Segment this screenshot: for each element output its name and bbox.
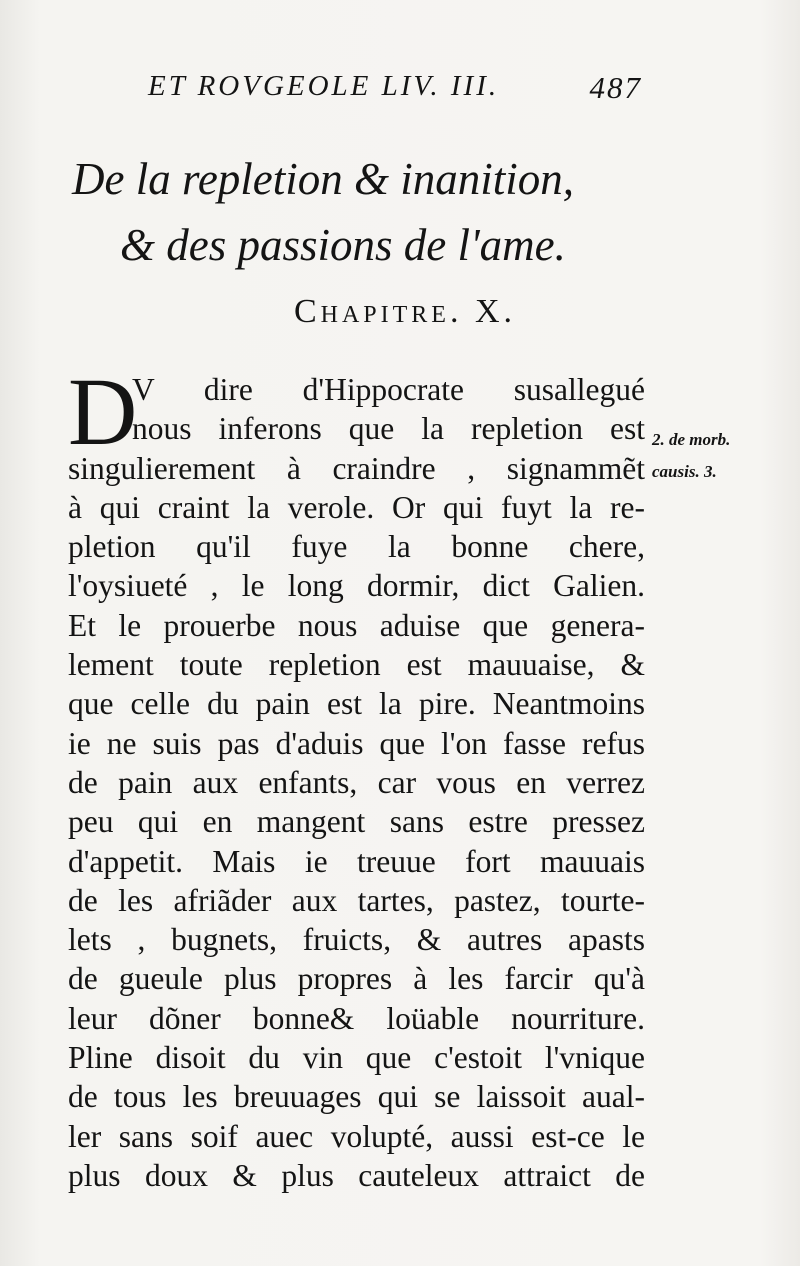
margin-note-line-2: causis. 3.	[652, 462, 717, 481]
chapter-heading: Chapitre. X.	[293, 293, 517, 330]
text-line: V dire d'Hippocrate susallegué	[132, 372, 645, 407]
text-line: l'oysiueté , le long dormir, dict Galien.	[68, 568, 645, 604]
text-line: lets , bugnets, fruicts, & autres apasts	[68, 922, 645, 958]
text-line: singulierement à craindre , signammẽt	[68, 450, 645, 486]
chapter-title-line-2: & des passions de l'ame.	[120, 220, 566, 270]
text-line: de gueule plus propres à les farcir qu'à	[68, 961, 645, 997]
text-line: que celle du pain est la pire. Neantmoins	[68, 686, 645, 722]
text-line: ler sans soif auec volupté, aussi est-ce le	[68, 1118, 645, 1154]
text-line: de tous les breuuages qui se laissoit aual-	[68, 1079, 645, 1115]
chapter-title	[72, 146, 672, 278]
text-line: de les afriãder aux tartes, pastez, tourte-	[68, 882, 645, 918]
text-line: peu qui en mangent sans estre pressez	[68, 804, 645, 840]
text-line: d'appetit. Mais ie treuue fort mauuais	[68, 843, 645, 879]
text-line: Pline disoit du vin que c'estoit l'vnique	[68, 1040, 645, 1076]
text-line: lement toute repletion est mauuaise, &	[68, 647, 645, 683]
text-line: Et le prouerbe nous aduise que genera-	[68, 607, 645, 643]
chapter-title-line-1: De la repletion & inanition,	[72, 154, 575, 204]
text-line: pletion qu'il fuye la bonne chere,	[68, 529, 645, 565]
text-line: nous inferons que la repletion est	[132, 411, 645, 447]
running-head: ET ROVGEOLE LIV. III.	[148, 70, 500, 102]
text-line: à qui craint la verole. Or qui fuyt la re-	[68, 489, 645, 525]
text-line: de pain aux enfants, car vous en verrez	[68, 764, 645, 800]
page-header	[148, 70, 648, 114]
text-line: plus doux & plus cauteleux attraict de	[68, 1157, 645, 1193]
text-line: leur dõner bonne& loüable nourriture.	[68, 1000, 645, 1036]
text-line: ie ne suis pas d'aduis que l'on fasse refus	[68, 725, 645, 761]
drop-cap: D	[68, 358, 138, 465]
body-text	[68, 358, 645, 1195]
page-number: 487	[589, 70, 642, 105]
margin-note-line-1: 2. de morb.	[652, 430, 731, 449]
margin-note	[652, 424, 730, 488]
